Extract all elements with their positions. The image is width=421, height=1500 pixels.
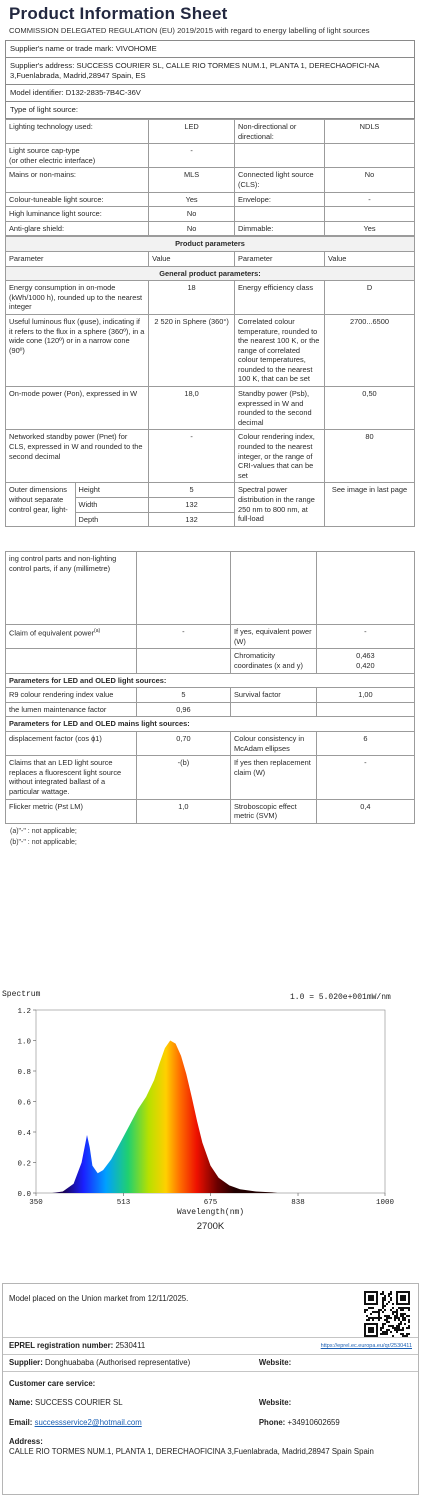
- type-cell: No: [325, 168, 415, 192]
- survival-label: Survival factor: [230, 688, 316, 703]
- dim-height-label: Height: [75, 483, 149, 498]
- param-cell: Networked standby power (Pnet) for CLS, expressed in W and rounded to the second decimal: [6, 430, 149, 483]
- footnote-a: (a)"-" : not applicable;: [10, 827, 77, 835]
- type-row: [6, 221, 415, 236]
- dim-height-value: 5: [149, 483, 235, 498]
- supplier-footer-row: [3, 1354, 418, 1371]
- dims-label: Outer dimensions without separate control gear, light-: [6, 483, 76, 527]
- type-cell: No: [149, 207, 235, 222]
- type-row: [6, 168, 415, 192]
- param-cell: 2700...6500: [324, 314, 414, 386]
- lumen-value: 0,96: [136, 702, 230, 717]
- y-tick-label: 0.4: [17, 1130, 31, 1138]
- type-table: [5, 119, 415, 236]
- dim-depth-label: Depth: [75, 512, 149, 527]
- y-tick-label: 0.6: [17, 1099, 31, 1108]
- market-date: Model placed on the Union market from 12/11/2025.: [9, 1294, 189, 1303]
- lumen-label: the lumen maintenance factor: [6, 702, 137, 717]
- spd-value: See image in last page: [324, 483, 414, 527]
- care-website-label: Website:: [258, 1398, 292, 1407]
- type-cell: [325, 144, 415, 168]
- type-cell: LED: [149, 120, 235, 144]
- claim-label: Claims that an LED light source replaces a fluorescent light source without integrated ballast of a particular wattage.: [6, 756, 137, 799]
- type-row: [6, 192, 415, 207]
- spectrum-area: [52, 1041, 278, 1194]
- eprel-link[interactable]: https://eprel.ec.europa.eu/qr/2530411: [320, 1343, 412, 1349]
- chroma-value: [316, 649, 414, 673]
- care-address-label: Address:: [9, 1437, 43, 1446]
- spectrum-chart: [0, 985, 421, 1240]
- footer-website-label: Website:: [258, 1358, 292, 1367]
- type-cell: Envelope:: [235, 192, 325, 207]
- footnotes: [5, 824, 415, 850]
- supplier-name-label: Supplier's name or trade mark:: [10, 44, 114, 53]
- type-cell: Mains or non-mains:: [6, 168, 149, 192]
- param-cell: Energy efficiency class: [235, 281, 325, 315]
- chroma-x: 0,463: [356, 651, 375, 661]
- product-params-heading: Product parameters: [6, 237, 415, 252]
- type-cell: Light source cap-type (or other electric interface): [6, 144, 149, 168]
- x-axis-label: Wavelength(nm): [176, 1208, 245, 1217]
- model-row: [6, 84, 414, 101]
- qr-code-icon[interactable]: [364, 1291, 410, 1337]
- eprel-row: [3, 1337, 418, 1354]
- y-tick-label: 0.2: [17, 1160, 31, 1169]
- params-table: [5, 236, 415, 527]
- type-cell: [235, 207, 325, 222]
- care-phone-label: Phone:: [258, 1418, 286, 1427]
- param-cell: 18: [149, 281, 235, 315]
- param-cell: On-mode power (Pon), expressed in W: [6, 387, 149, 430]
- info-sheet: [5, 0, 415, 850]
- eprel-label: EPREL registration number:: [9, 1341, 114, 1350]
- flicker-label: Flicker metric (Pst LM): [6, 799, 137, 823]
- type-cell: Lighting technology used:: [6, 120, 149, 144]
- chroma-y: 0,420: [356, 660, 375, 670]
- displacement-value: 0,70: [136, 731, 230, 755]
- col-parameter-1: Parameter: [6, 251, 149, 266]
- param-row: [6, 387, 415, 430]
- spectrum-chart-svg: [0, 985, 421, 1240]
- y-tick-label: 1.2: [17, 1008, 31, 1016]
- equiv-label: Claim of equivalent power$^{(a)}$: [6, 625, 137, 649]
- spd-label: Spectral power distribution in the range 250 nm to 800 nm, at full-load: [235, 483, 325, 527]
- col-value-1: Value: [149, 251, 235, 266]
- param-cell: 18,0: [149, 387, 235, 430]
- x-tick-label: 513: [116, 1199, 131, 1207]
- type-cell: NDLS: [325, 120, 415, 144]
- type-cell: Yes: [149, 192, 235, 207]
- type-row: [6, 207, 415, 222]
- dim-width-label: Width: [75, 498, 149, 513]
- x-tick-label: 838: [291, 1199, 305, 1207]
- param-cell: Standby power (Psb), expressed in W and rounded to the second decimal: [235, 387, 325, 430]
- survival-value: 1,00: [316, 688, 414, 703]
- model-label: Model identifier:: [10, 88, 64, 97]
- param-cell: 80: [324, 430, 414, 483]
- svm-label: Stroboscopic effect metric (SVM): [230, 799, 316, 823]
- type-cell: [235, 144, 325, 168]
- claim-value: -(b): [136, 756, 230, 799]
- led-params-heading: Parameters for LED and OLED light sources:: [6, 673, 415, 688]
- replace-value: -: [316, 756, 414, 799]
- param-cell: Useful luminous flux (φuse), indicating if it refers to the flux in a sphere (360º), in a wide cone (120º) or in a narrow cone (90º): [6, 314, 149, 386]
- param-cell: -: [149, 430, 235, 483]
- care-address-value: CALLE RIO TORMES NUM.1, PLANTA 1, DERECHAOFICINA 3,Fuenlabrada, Madrid,28947 Spain Spain: [9, 1447, 374, 1456]
- chart-scale-note: 1.0 = 5.020e+001mW/nm: [290, 993, 391, 1002]
- param-cell: 0,50: [324, 387, 414, 430]
- param-cell: D: [324, 281, 414, 315]
- chart-title: Spectrum: [2, 990, 41, 999]
- displacement-label: displacement factor (cos ϕ1): [6, 731, 137, 755]
- care-heading: Customer care service:: [9, 1379, 96, 1388]
- type-cell: -: [149, 144, 235, 168]
- svm-value: 0,4: [316, 799, 414, 823]
- type-cell: No: [149, 221, 235, 236]
- supplier-block: [5, 40, 415, 119]
- care-section: [3, 1371, 418, 1460]
- supplier-address-value: SUCCESS COURIER SL, CALLE RIO TORMES NUM.1, PLANTA 1, DERECHAOFICI-NA 3,Fuenlabrada, Madrid,28947 Spain, ES: [10, 61, 380, 80]
- care-name-label: Name:: [9, 1398, 33, 1407]
- param-row: [6, 314, 415, 386]
- x-tick-label: 675: [203, 1199, 218, 1207]
- care-phone-value: +34910602659: [287, 1418, 340, 1427]
- col-value-2: Value: [324, 251, 414, 266]
- eprel-value: 2530411: [115, 1341, 146, 1350]
- equiv-w-value: -: [316, 625, 414, 649]
- model-value: D132-2835-7B4C-36V: [65, 88, 141, 97]
- care-email-link[interactable]: successservice2@hotmail.com: [34, 1418, 142, 1427]
- type-cell: MLS: [149, 168, 235, 192]
- chroma-label: Chromaticity coordinates (x and y): [230, 649, 316, 673]
- type-row: [6, 144, 415, 168]
- type-row: [6, 120, 415, 144]
- supplier-name-row: [6, 41, 414, 57]
- dim-width-value: 132: [149, 498, 235, 513]
- equiv-w-label: If yes, equivalent power (W): [230, 625, 316, 649]
- r9-label: R9 colour rendering index value: [6, 688, 137, 703]
- r9-value: 5: [136, 688, 230, 703]
- x-tick-label: 350: [29, 1199, 43, 1207]
- footer-supplier-value: Donghuababa (Authorised representative): [44, 1358, 191, 1367]
- param-cell: 2 520 in Sphere (360°): [149, 314, 235, 386]
- dims-label-continued: ing control parts and non-lighting control parts, if any (millimetre): [6, 552, 137, 625]
- supplier-address-label: Supplier's address:: [10, 61, 75, 70]
- x-tick-label: 1000: [375, 1199, 395, 1207]
- eprel-footer: [2, 1283, 419, 1495]
- params-table-continued: [5, 551, 415, 824]
- chart-caption: 2700K: [196, 1221, 225, 1232]
- type-cell: Non-directional or directional:: [235, 120, 325, 144]
- param-row: [6, 430, 415, 483]
- param-cell: Correlated colour temperature, rounded to the nearest 100 K, or the range of correlated colour temperatures, rounded to the nearest 100 K, that can be set: [235, 314, 325, 386]
- supplier-name-value: VIVOHOME: [115, 44, 157, 53]
- page-break-gap: [5, 527, 415, 551]
- page-title: Product Information Sheet: [9, 4, 228, 23]
- param-row: [6, 281, 415, 315]
- type-cell: Colour-tuneable light source:: [6, 192, 149, 207]
- mains-params-heading: Parameters for LED and OLED mains light sources:: [6, 717, 415, 732]
- regulation-subtitle: COMMISSION DELEGATED REGULATION (EU) 2019/2015 with regard to energy labelling of light sources: [9, 26, 370, 35]
- supplier-address-row: [6, 57, 414, 84]
- col-parameter-2: Parameter: [235, 251, 325, 266]
- mcadam-value: 6: [316, 731, 414, 755]
- y-tick-label: 1.0: [17, 1038, 31, 1047]
- param-cell: Colour rendering index, rounded to the nearest integer, or the range of CRI-values that can be set: [235, 430, 325, 483]
- type-heading: Type of light source:: [6, 101, 414, 118]
- flicker-value: 1,0: [136, 799, 230, 823]
- dim-depth-value: 132: [149, 512, 235, 527]
- type-cell: Connected light source (CLS):: [235, 168, 325, 192]
- footer-supplier-label: Supplier:: [9, 1358, 43, 1367]
- type-cell: High luminance light source:: [6, 207, 149, 222]
- care-name-value: SUCCESS COURIER SL: [35, 1398, 123, 1407]
- type-cell: Anti-glare shield:: [6, 221, 149, 236]
- y-tick-label: 0.0: [17, 1191, 31, 1199]
- general-params-heading: General product parameters:: [6, 266, 415, 281]
- type-cell: [325, 207, 415, 222]
- type-cell: Dimmable:: [235, 221, 325, 236]
- param-cell: Energy consumption in on-mode (kWh/1000 h), rounded up to the nearest integer: [6, 281, 149, 315]
- y-tick-label: 0.8: [17, 1069, 31, 1077]
- type-cell: Yes: [325, 221, 415, 236]
- replace-label: If yes then replacement claim (W): [230, 756, 316, 799]
- equiv-value: -: [136, 625, 230, 649]
- footnote-b: (b)"-" : not applicable;: [10, 838, 77, 846]
- type-cell: -: [325, 192, 415, 207]
- care-email-label: Email:: [9, 1418, 33, 1427]
- mcadam-label: Colour consistency in McAdam ellipses: [230, 731, 316, 755]
